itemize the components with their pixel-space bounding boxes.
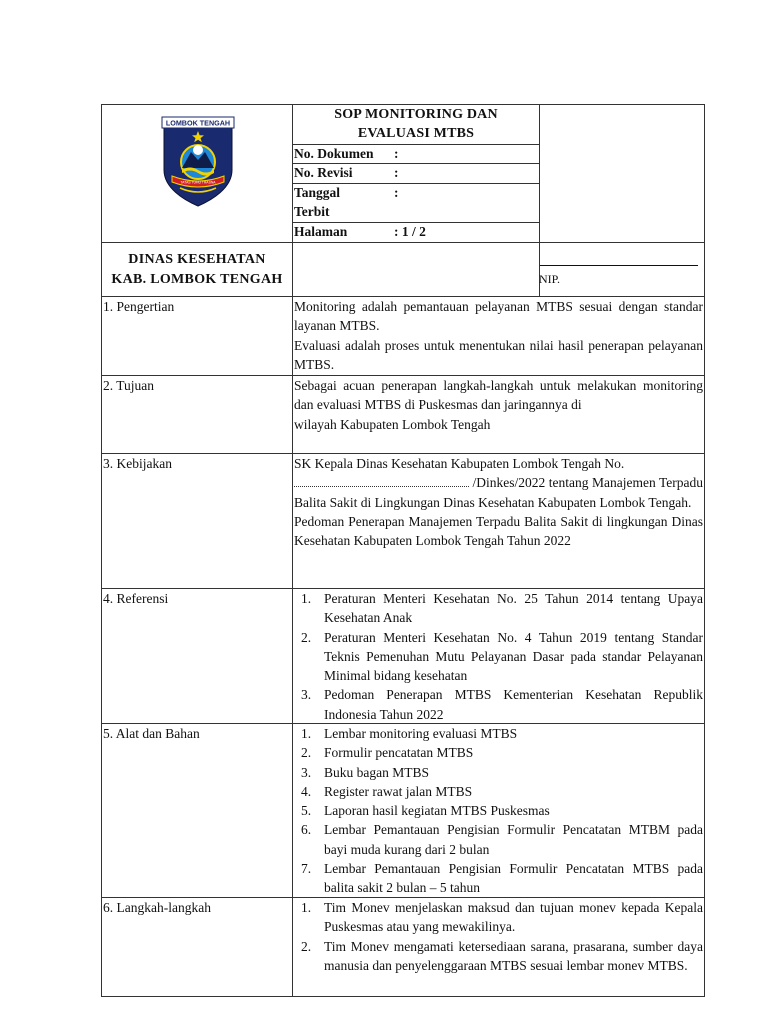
- paragraph: Monitoring adalah pemantauan pelayanan MTBS sesuai dengan standar layanan MTBS.: [294, 299, 703, 334]
- list-item-text: Lembar monitoring evaluasi MTBS: [324, 726, 518, 741]
- field-label-line: Terbit: [294, 204, 330, 220]
- paragraph: Pedoman Penerapan Manajemen Terpadu Balita Sakit di lingkungan Dinas Kesehatan Kabupaten Lombok Tengah Tahun 2022: [294, 513, 703, 549]
- nip-label: NIP.: [539, 272, 561, 286]
- paragraph: Sebagai acuan penerapan langkah-langkah untuk melakukan monitoring dan evaluasi MTBS di Puskesmas dan jaringannya di: [294, 378, 703, 413]
- section-content: [294, 589, 703, 724]
- section-content: [294, 898, 703, 975]
- list-item: [294, 743, 703, 762]
- section-label: 2. Tujuan: [103, 378, 155, 393]
- section-label: 1. Pengertian: [103, 299, 175, 314]
- sop-title-line: EVALUASI MTBS: [357, 126, 475, 141]
- field-no-revisi: [294, 163, 538, 182]
- list-number: 1.: [301, 591, 312, 606]
- list-item-text: Peraturan Menteri Kesehatan No. 25 Tahun 2014 tentang Upaya Kesehatan Anak: [324, 591, 703, 626]
- list-number: 4.: [301, 783, 312, 799]
- section-content: [294, 454, 703, 550]
- list-number: 5.: [301, 803, 312, 819]
- list-item: [294, 628, 703, 686]
- lombok-tengah-logo: [158, 114, 238, 208]
- section-content: [294, 376, 703, 434]
- field-value: :: [394, 185, 399, 200]
- list-item-text: Tim Monev mengamati ketersediaan sarana, prasarana, sumber daya manusia dan penyelenggaraan MTBS sesuai lembar monev MTBS.: [324, 938, 703, 973]
- list-number: 2.: [301, 629, 312, 645]
- field-halaman: [294, 222, 538, 241]
- organization-name: [102, 250, 292, 290]
- list-item-text: Tim Monev menjelaskan maksud dan tujuan monev kepada Kepala Puskesmas atau yang mewakilinya.: [324, 900, 703, 935]
- field-value: : 1 / 2: [394, 224, 426, 239]
- reference-list: [294, 589, 703, 724]
- section-label: 3. Kebijakan: [103, 456, 172, 471]
- section-content: [294, 724, 703, 898]
- field-tanggal-terbit: [294, 183, 538, 222]
- list-number: 7.: [301, 861, 312, 877]
- paragraph-text: /Dinkes/2022 tentang Manajemen Terpadu Balita Sakit di Lingkungan Dinas Kesehatan Kabupaten Lombok Tengah.: [294, 475, 703, 510]
- list-item-text: Lembar Pemantauan Pengisian Formulir Pencatatan MTBM pada bayi muda kurang dari 2 bulan: [324, 822, 703, 857]
- field-value: :: [394, 165, 399, 180]
- list-item: [294, 801, 703, 820]
- list-number: 2.: [301, 938, 312, 954]
- regency-crest-icon: [158, 114, 238, 208]
- field-value: :: [394, 146, 399, 161]
- list-item-text: Peraturan Menteri Kesehatan No. 4 Tahun 2019 tentang Standar Teknis Pemenuhan Mutu Pelayanan Dasar pada standar Pelayanan Minimal bidang kesehatan: [324, 629, 703, 684]
- field-no-dokumen: [294, 144, 538, 163]
- paragraph: SK Kepala Dinas Kesehatan Kabupaten Lombok Tengah No.: [294, 456, 625, 471]
- section-content: [294, 297, 703, 374]
- table-column-rule: [539, 104, 540, 296]
- list-number: 1.: [301, 726, 312, 741]
- list-item-text: Register rawat jalan MTBS: [324, 783, 473, 799]
- list-item-text: Buku bagan MTBS: [324, 764, 430, 780]
- steps-list: [294, 898, 703, 975]
- list-item: [294, 724, 703, 743]
- list-item: [294, 685, 703, 724]
- sop-title: [293, 105, 539, 143]
- decree-number-blank: [294, 475, 469, 487]
- materials-list: [294, 724, 703, 898]
- list-item-text: Pedoman Penerapan MTBS Kementerian Kesehatan Republik Indonesia Tahun 2022: [324, 687, 703, 722]
- field-label: [294, 183, 394, 222]
- list-item: [294, 898, 703, 937]
- section-label: 5. Alat dan Bahan: [103, 726, 200, 741]
- table-border-right: [704, 104, 705, 997]
- list-item: [294, 820, 703, 859]
- field-label: Halaman: [294, 224, 348, 239]
- paragraph: [294, 473, 703, 512]
- paragraph: wilayah Kabupaten Lombok Tengah: [294, 416, 491, 432]
- list-item-text: Formulir pencatatan MTBS: [324, 745, 474, 761]
- table-rule: [101, 242, 705, 243]
- list-number: 6.: [301, 822, 312, 838]
- list-item: [294, 589, 703, 628]
- list-item-text: Lembar Pemantauan Pengisian Formulir Pencatatan MTBS pada balita sakit 2 bulan – 5 tahun: [324, 861, 703, 896]
- paragraph: Evaluasi adalah proses untuk menentukan nilai hasil penerapan pelayanan MTBS.: [294, 337, 703, 372]
- list-number: 3.: [301, 764, 312, 780]
- table-border-left: [101, 104, 102, 997]
- list-number: 2.: [301, 745, 312, 761]
- list-item: [294, 859, 703, 898]
- table-border-bottom: [101, 996, 705, 997]
- sop-title-line: SOP MONITORING DAN: [334, 107, 498, 122]
- field-label: No. Dokumen: [294, 146, 374, 161]
- section-label: 6. Langkah-langkah: [103, 900, 211, 915]
- list-number: 3.: [301, 687, 312, 703]
- logo-banner-text: LOMBOK TENGAH: [165, 118, 231, 128]
- list-item: [294, 937, 703, 976]
- field-label: No. Revisi: [294, 165, 353, 180]
- organization-line: KAB. LOMBOK TENGAH: [111, 272, 283, 287]
- organization-line: DINAS KESEHATAN: [128, 252, 266, 267]
- logo-motto-text: TATAS TUHU TRASNA: [180, 180, 216, 185]
- section-label: 4. Referensi: [103, 591, 169, 606]
- list-item: [294, 782, 703, 801]
- list-item: [294, 763, 703, 782]
- list-item-text: Laporan hasil kegiatan MTBS Puskesmas: [324, 803, 550, 819]
- field-label-line: Tanggal: [294, 185, 341, 200]
- table-column-rule: [292, 104, 293, 997]
- list-number: 1.: [301, 900, 312, 915]
- signature-line: [540, 265, 698, 266]
